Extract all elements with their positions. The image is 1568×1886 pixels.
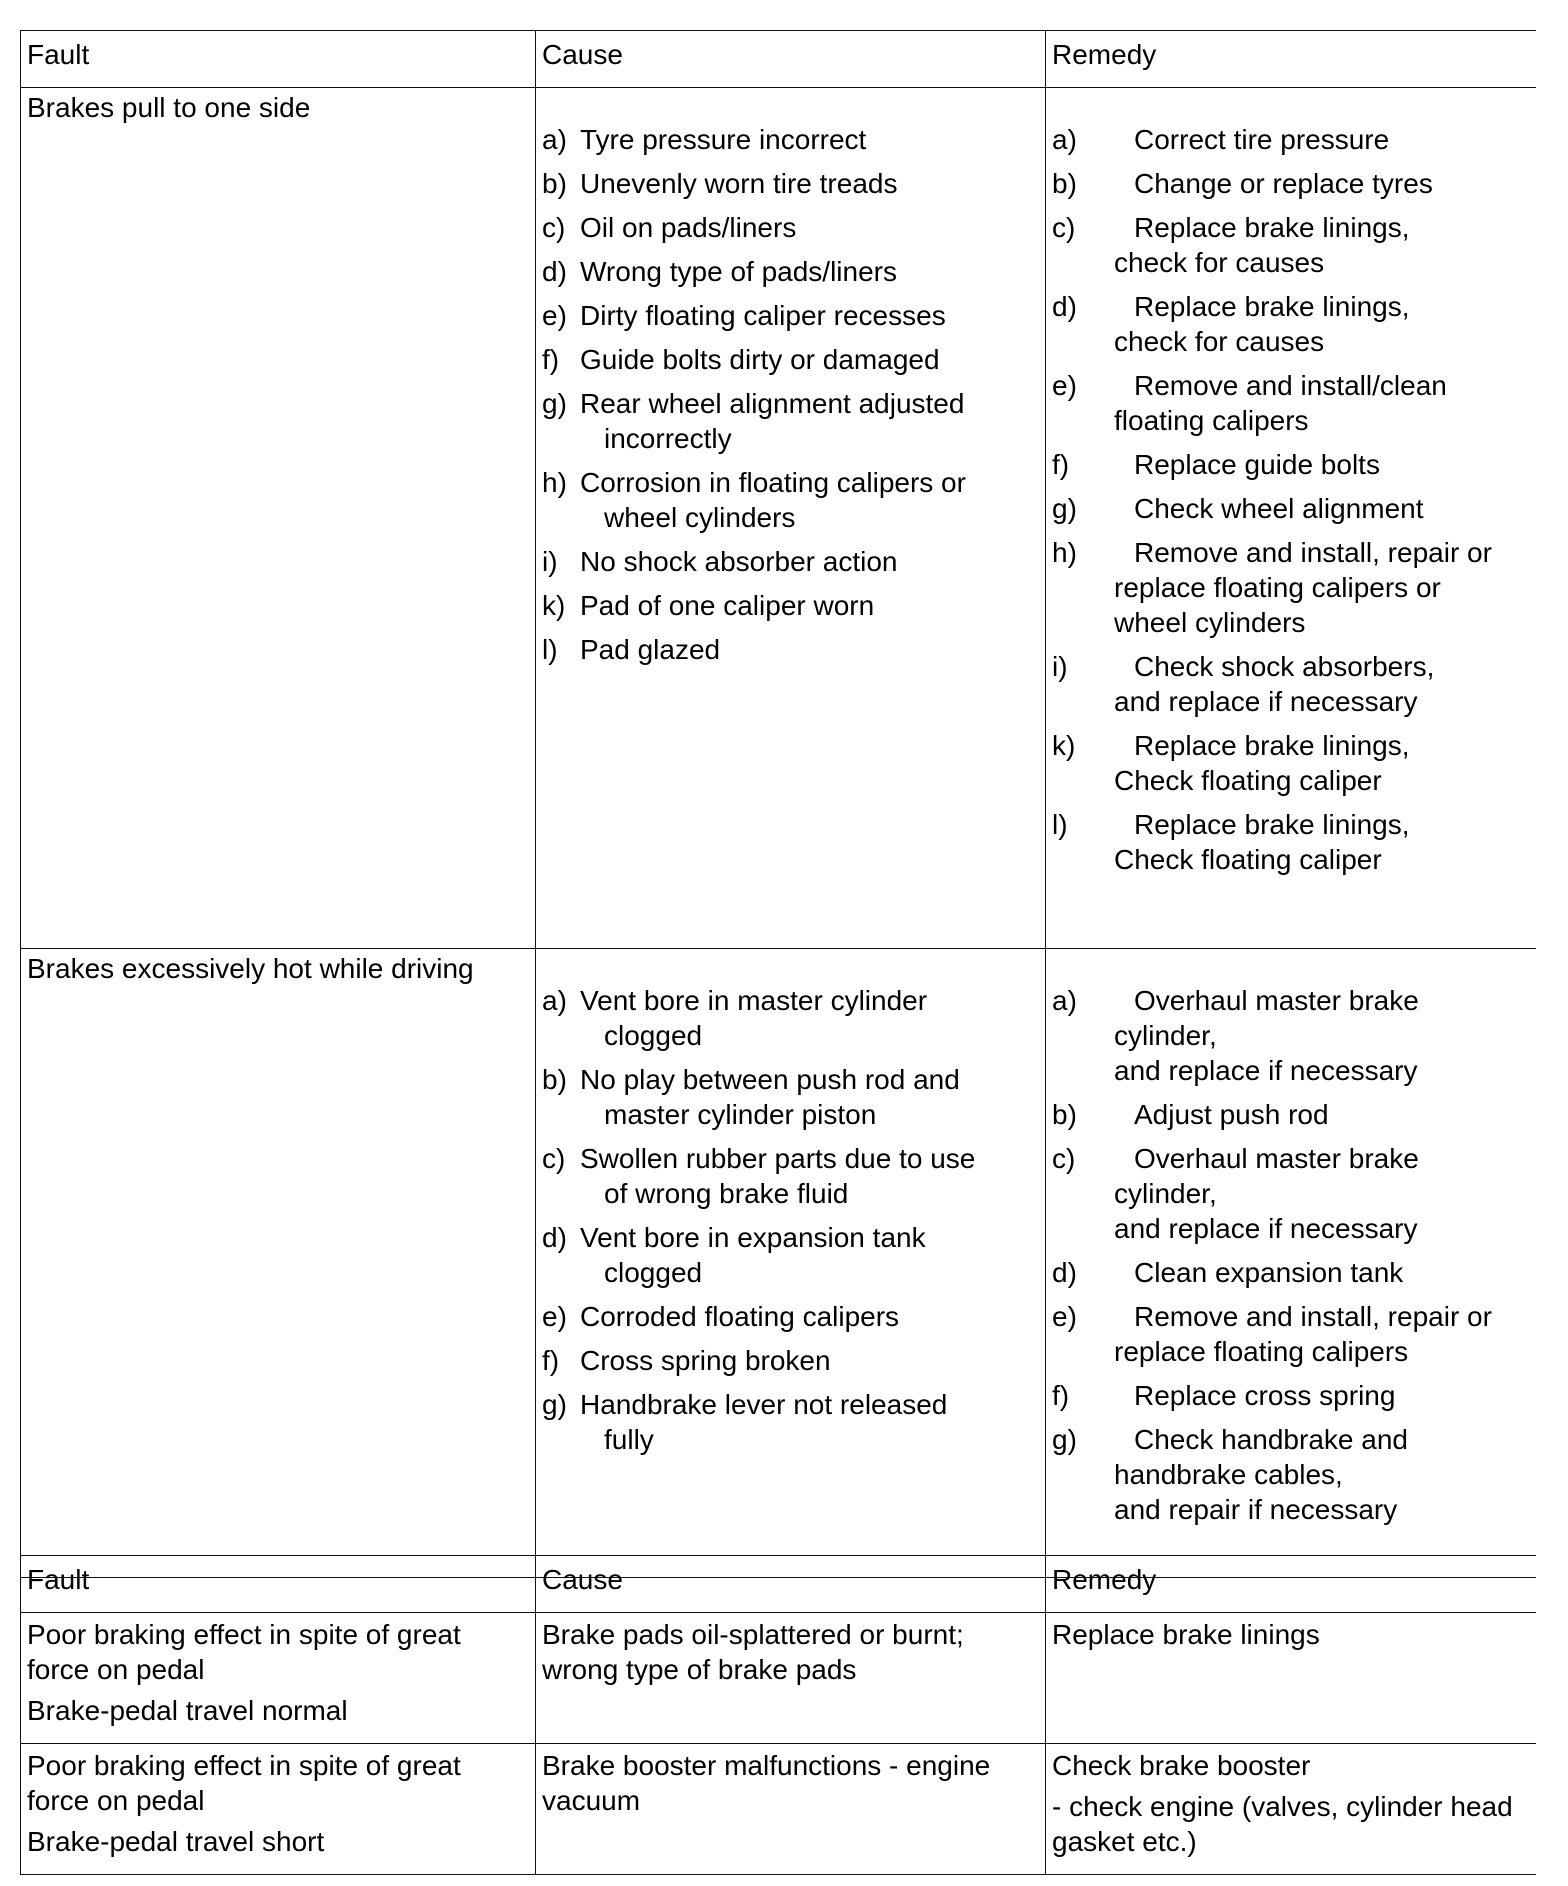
item-label: l) [1052, 809, 1068, 840]
list-item [542, 298, 1039, 333]
item-text: Wrong type of pads/liners [580, 256, 897, 287]
item-text-continued: of wrong brake fluid [604, 1178, 849, 1209]
remedy-text: - check engine (valves, cylinder head gasket etc.) [1052, 1791, 1513, 1857]
item-text: Overhaul master brake [1134, 985, 1419, 1016]
remedy-text: Replace brake linings [1052, 1619, 1320, 1650]
remedy-cell [1046, 1744, 1536, 1875]
list-item [542, 1141, 1039, 1211]
item-label: a) [1052, 985, 1077, 1016]
item-text: Correct tire pressure [1134, 124, 1390, 155]
item-label: f) [1052, 1380, 1070, 1411]
list-item [542, 983, 1039, 1053]
list-item [542, 544, 1039, 579]
header-remedy: Remedy [1046, 1556, 1536, 1613]
list-item [542, 166, 1039, 201]
fault-cell [21, 1744, 536, 1875]
item-text: Replace cross spring [1134, 1380, 1396, 1411]
list-item [542, 254, 1039, 289]
item-text-continued: check for causes [1114, 326, 1325, 357]
item-text: Adjust push rod [1134, 1099, 1329, 1130]
item-text-continued: wheel cylinders [604, 502, 796, 533]
list-item [1052, 983, 1530, 1088]
remedy-cell [1046, 949, 1536, 1578]
list-item [1052, 447, 1530, 482]
fault-table-1 [20, 30, 1536, 1578]
item-label: e) [542, 300, 567, 331]
item-label: a) [1052, 124, 1077, 155]
item-text: Remove and install, repair or [1134, 1301, 1492, 1332]
item-text: Clean expansion tank [1134, 1257, 1404, 1288]
item-text: Remove and install, repair or [1134, 537, 1492, 568]
item-text: Handbrake lever not released [580, 1389, 948, 1420]
list-item [1052, 166, 1530, 201]
item-text: Corroded floating calipers [580, 1301, 900, 1332]
fault-text: Brake-pedal travel normal [27, 1695, 348, 1726]
header-row [21, 31, 1536, 88]
item-text-continued: and replace if necessary [1114, 1055, 1418, 1086]
item-label: b) [542, 168, 567, 199]
item-label: a) [542, 985, 567, 1016]
list-item [1052, 122, 1530, 157]
list-item [1052, 728, 1530, 798]
item-text-continued: wheel cylinders [1114, 607, 1306, 638]
fault-table-2 [20, 1555, 1536, 1875]
list-item [542, 122, 1039, 157]
item-label: g) [542, 388, 567, 419]
fault-cell [21, 1613, 536, 1744]
list-item [1052, 1299, 1530, 1369]
cause-cell [536, 88, 1046, 949]
item-text: Tyre pressure incorrect [580, 124, 867, 155]
item-text-continued: replace floating calipers [1114, 1336, 1409, 1367]
item-label: d) [542, 1222, 567, 1253]
item-label: l) [542, 634, 558, 665]
table-row [21, 949, 1536, 1578]
item-text: Dirty floating caliper recesses [580, 300, 946, 331]
cause-cell: Brake booster malfunctions - engine vacuum [536, 1744, 1046, 1875]
item-label: k) [542, 590, 566, 621]
item-text-continued: incorrectly [604, 423, 732, 454]
item-text: Vent bore in expansion tank [580, 1222, 926, 1253]
item-text: Replace brake linings, [1134, 291, 1410, 322]
item-text: Check shock absorbers, [1134, 651, 1435, 682]
item-text: Pad of one caliper worn [580, 590, 875, 621]
item-label: b) [542, 1064, 567, 1095]
item-text-continued: fully [604, 1424, 654, 1455]
item-text-continued: clogged [604, 1020, 703, 1051]
list-item [1052, 1422, 1530, 1527]
item-text: Change or replace tyres [1134, 168, 1433, 199]
list-item [1052, 649, 1530, 719]
fault-text: Poor braking effect in spite of great force on pedal [27, 1750, 461, 1816]
list-item [1052, 535, 1530, 640]
item-label: c) [1052, 1143, 1076, 1174]
item-text-continued: and replace if necessary [1114, 686, 1418, 717]
list-item [542, 1343, 1039, 1378]
item-text: Replace brake linings, [1134, 730, 1410, 761]
list-item [542, 210, 1039, 245]
item-text-continued: floating calipers [1114, 405, 1309, 436]
item-label: d) [542, 256, 567, 287]
item-label: e) [1052, 1301, 1077, 1332]
list-item [1052, 1141, 1530, 1246]
item-label: f) [542, 1345, 560, 1376]
item-label: d) [1052, 1257, 1077, 1288]
item-text-continued: cylinder, [1114, 1178, 1217, 1209]
item-text-continued: Check floating caliper [1114, 844, 1382, 875]
fault-cell: Brakes excessively hot while driving [21, 949, 536, 1578]
header-remedy: Remedy [1046, 31, 1536, 88]
header-row [21, 1556, 1536, 1613]
item-label: g) [1052, 493, 1077, 524]
item-label: d) [1052, 291, 1077, 322]
fault-cell: Brakes pull to one side [21, 88, 536, 949]
fault-text: Brake-pedal travel short [27, 1826, 325, 1857]
table-row [21, 1744, 1536, 1875]
item-text-continued: cylinder, [1114, 1020, 1217, 1051]
item-label: c) [542, 1143, 566, 1174]
cause-cell [536, 949, 1046, 1578]
list-item [1052, 1255, 1530, 1290]
item-text: Replace brake linings, [1134, 809, 1410, 840]
header-cause: Cause [536, 31, 1046, 88]
item-text-continued: clogged [604, 1257, 703, 1288]
item-text: Check handbrake and [1134, 1424, 1408, 1455]
item-text: Cross spring broken [580, 1345, 831, 1376]
item-text-continued: check for causes [1114, 247, 1325, 278]
item-text: Pad glazed [580, 634, 721, 665]
item-text: Corrosion in floating calipers or [580, 467, 966, 498]
item-text: Replace guide bolts [1134, 449, 1380, 480]
item-text: Rear wheel alignment adjusted [580, 388, 965, 419]
list-item [1052, 210, 1530, 280]
list-item [1052, 1378, 1530, 1413]
item-label: b) [1052, 168, 1077, 199]
item-label: g) [1052, 1424, 1077, 1455]
item-text: Unevenly worn tire treads [580, 168, 898, 199]
item-text: No play between push rod and [580, 1064, 960, 1095]
item-label: e) [1052, 370, 1077, 401]
list-item [542, 1299, 1039, 1334]
remedy-cell [1046, 1613, 1536, 1744]
fault-text: Poor braking effect in spite of great force on pedal [27, 1619, 461, 1685]
cause-cell: Brake pads oil-splattered or burnt; wrong type of brake pads [536, 1613, 1046, 1744]
item-label: f) [1052, 449, 1070, 480]
list-item [542, 386, 1039, 456]
item-label: g) [542, 1389, 567, 1420]
list-item [1052, 368, 1530, 438]
list-item [542, 1220, 1039, 1290]
item-text: Remove and install/clean [1134, 370, 1447, 401]
item-label: i) [1052, 651, 1068, 682]
list-item [542, 465, 1039, 535]
list-item [1052, 1097, 1530, 1132]
item-label: c) [1052, 212, 1076, 243]
item-text-continued: Check floating caliper [1114, 765, 1382, 796]
item-text-continued: and replace if necessary [1114, 1213, 1418, 1244]
item-label: a) [542, 124, 567, 155]
item-label: c) [542, 212, 566, 243]
remedy-cell [1046, 88, 1536, 949]
item-text: Guide bolts dirty or damaged [580, 344, 940, 375]
table-row [21, 1613, 1536, 1744]
header-cause: Cause [536, 1556, 1046, 1613]
item-text: Check wheel alignment [1134, 493, 1424, 524]
list-item [542, 1062, 1039, 1132]
list-item [542, 342, 1039, 377]
item-text-continued: and repair if necessary [1114, 1494, 1398, 1525]
item-label: i) [542, 546, 558, 577]
item-label: h) [1052, 537, 1077, 568]
item-label: e) [542, 1301, 567, 1332]
item-label: f) [542, 344, 560, 375]
item-text: Oil on pads/liners [580, 212, 797, 243]
item-text: Overhaul master brake [1134, 1143, 1419, 1174]
item-text: Replace brake linings, [1134, 212, 1410, 243]
item-label: h) [542, 467, 567, 498]
item-text: Vent bore in master cylinder [580, 985, 928, 1016]
header-fault: Fault [21, 1556, 536, 1613]
list-item [1052, 807, 1530, 877]
list-item [542, 588, 1039, 623]
list-item [1052, 289, 1530, 359]
remedy-text: Check brake booster [1052, 1750, 1311, 1781]
header-fault: Fault [21, 31, 536, 88]
list-item [542, 632, 1039, 667]
item-text: Swollen rubber parts due to use [580, 1143, 976, 1174]
item-text-continued: master cylinder piston [604, 1099, 877, 1130]
item-text: No shock absorber action [580, 546, 898, 577]
item-text-continued: handbrake cables, [1114, 1459, 1343, 1490]
table-row [21, 88, 1536, 949]
item-text-continued: replace floating calipers or [1114, 572, 1441, 603]
list-item [542, 1387, 1039, 1457]
item-label: k) [1052, 730, 1076, 761]
list-item [1052, 491, 1530, 526]
item-label: b) [1052, 1099, 1077, 1130]
